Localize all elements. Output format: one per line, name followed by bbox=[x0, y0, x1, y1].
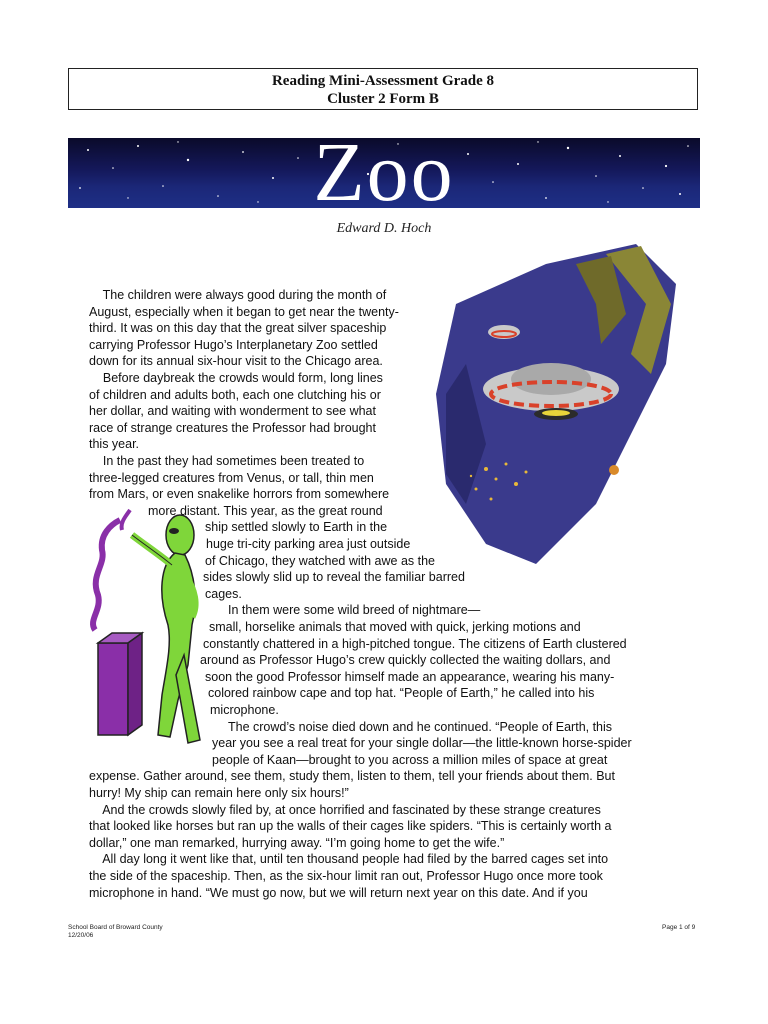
body-line: around as Professor Hugo’s crew quickly collected the waiting dollars, and bbox=[200, 653, 611, 668]
body-line: from Mars, or even snakelike horrors from somewhere bbox=[89, 487, 390, 502]
body-line: three-legged creatures from Venus, or tall, thin men bbox=[89, 470, 374, 485]
body-line: carrying Professor Hugo’s Interplanetary Zoo settled bbox=[89, 337, 378, 352]
footer-page-number: Page 1 of 9 bbox=[662, 924, 696, 931]
title-banner bbox=[68, 138, 700, 208]
body-line: dollar,” one man remarked, hurrying away. “I’m going home to get the wife.” bbox=[89, 835, 505, 850]
body-line: August, especially when it began to get near the twenty- bbox=[89, 304, 399, 319]
body-line: microphone in hand. “We must go now, but we will return next year on this date. And if you bbox=[89, 885, 588, 900]
assessment-header bbox=[68, 68, 698, 110]
header-title: Reading Mini-Assessment Grade 8 bbox=[271, 73, 495, 89]
footer-left bbox=[68, 924, 163, 940]
footer-org: School Board of Broward County bbox=[68, 924, 163, 931]
header-subtitle: Cluster 2 Form B bbox=[327, 91, 439, 107]
body-line: ship settled slowly to Earth in the bbox=[205, 520, 388, 535]
body-line: year you see a real treat for your single dollar—the little-known horse-spider bbox=[212, 736, 632, 751]
green-alien-illustration bbox=[80, 505, 210, 755]
body-line: sides slowly slid up to reveal the familiar barred bbox=[203, 570, 465, 585]
footer-date: 12/20/06 bbox=[68, 932, 94, 939]
body-line: constantly chattered in a high-pitched tongue. The citizens of Earth clustered bbox=[203, 636, 627, 651]
body-line: of Chicago, they watched with awe as the bbox=[205, 553, 435, 568]
body-line: third. It was on this day that the great silver spaceship bbox=[89, 321, 387, 336]
body-line: Before daybreak the crowds would form, long lines bbox=[89, 371, 383, 385]
body-line: The children were always good during the month of bbox=[89, 288, 387, 302]
body-line: hurry! My ship can remain here only six hours!” bbox=[89, 786, 349, 800]
body-line: expense. Gather around, see them, study them, listen to them, tell your friends about them. But bbox=[89, 769, 615, 784]
body-line: The crowd’s noise died down and he continued. “People of Earth, this bbox=[228, 719, 613, 734]
body-line: the side of the spaceship. Then, as the six-hour limit ran out, Professor Hugo once more took bbox=[89, 869, 603, 883]
body-line: more distant. This year, as the great round bbox=[148, 503, 383, 518]
body-line: that looked like horses but ran up the walls of their cages like spiders. “This is certainly worth a bbox=[89, 819, 612, 834]
body-line: cages. bbox=[205, 586, 242, 601]
body-line: small, horselike animals that moved with quick, jerking motions and bbox=[209, 620, 581, 634]
body-line: huge tri-city parking area just outside bbox=[206, 537, 411, 551]
body-line: And the crowds slowly filed by, at once horrified and fascinated by these strange creatures bbox=[89, 802, 601, 817]
body-line: race of strange creatures the Professor had brought bbox=[89, 420, 376, 435]
body-line: In them were some wild breed of nightmare— bbox=[228, 603, 481, 618]
body-line: this year. bbox=[89, 437, 140, 452]
body-line: colored rainbow cape and top hat. “People of Earth,” he called into his bbox=[208, 686, 595, 701]
body-line: down for its annual six-hour visit to the Chicago area. bbox=[89, 354, 383, 369]
body-line: In the past they had sometimes been treated to bbox=[89, 454, 365, 468]
body-line: of children and adults both, each one clutching his or bbox=[89, 387, 381, 402]
body-line: people of Kaan—brought to you across a million miles of space at great bbox=[212, 752, 608, 767]
body-line: All day long it went like that, until ten thousand people had filed by the barred cages set into bbox=[89, 852, 609, 867]
body-line: soon the good Professor himself made an appearance, wearing his many- bbox=[205, 669, 615, 684]
story-title: Zoo bbox=[313, 138, 455, 208]
body-line: microphone. bbox=[210, 703, 279, 717]
body-line: her dollar, and waiting with wonderment to see what bbox=[89, 404, 376, 419]
author-name: Edward D. Hoch bbox=[336, 221, 432, 236]
flying-saucer-illustration bbox=[426, 244, 676, 584]
